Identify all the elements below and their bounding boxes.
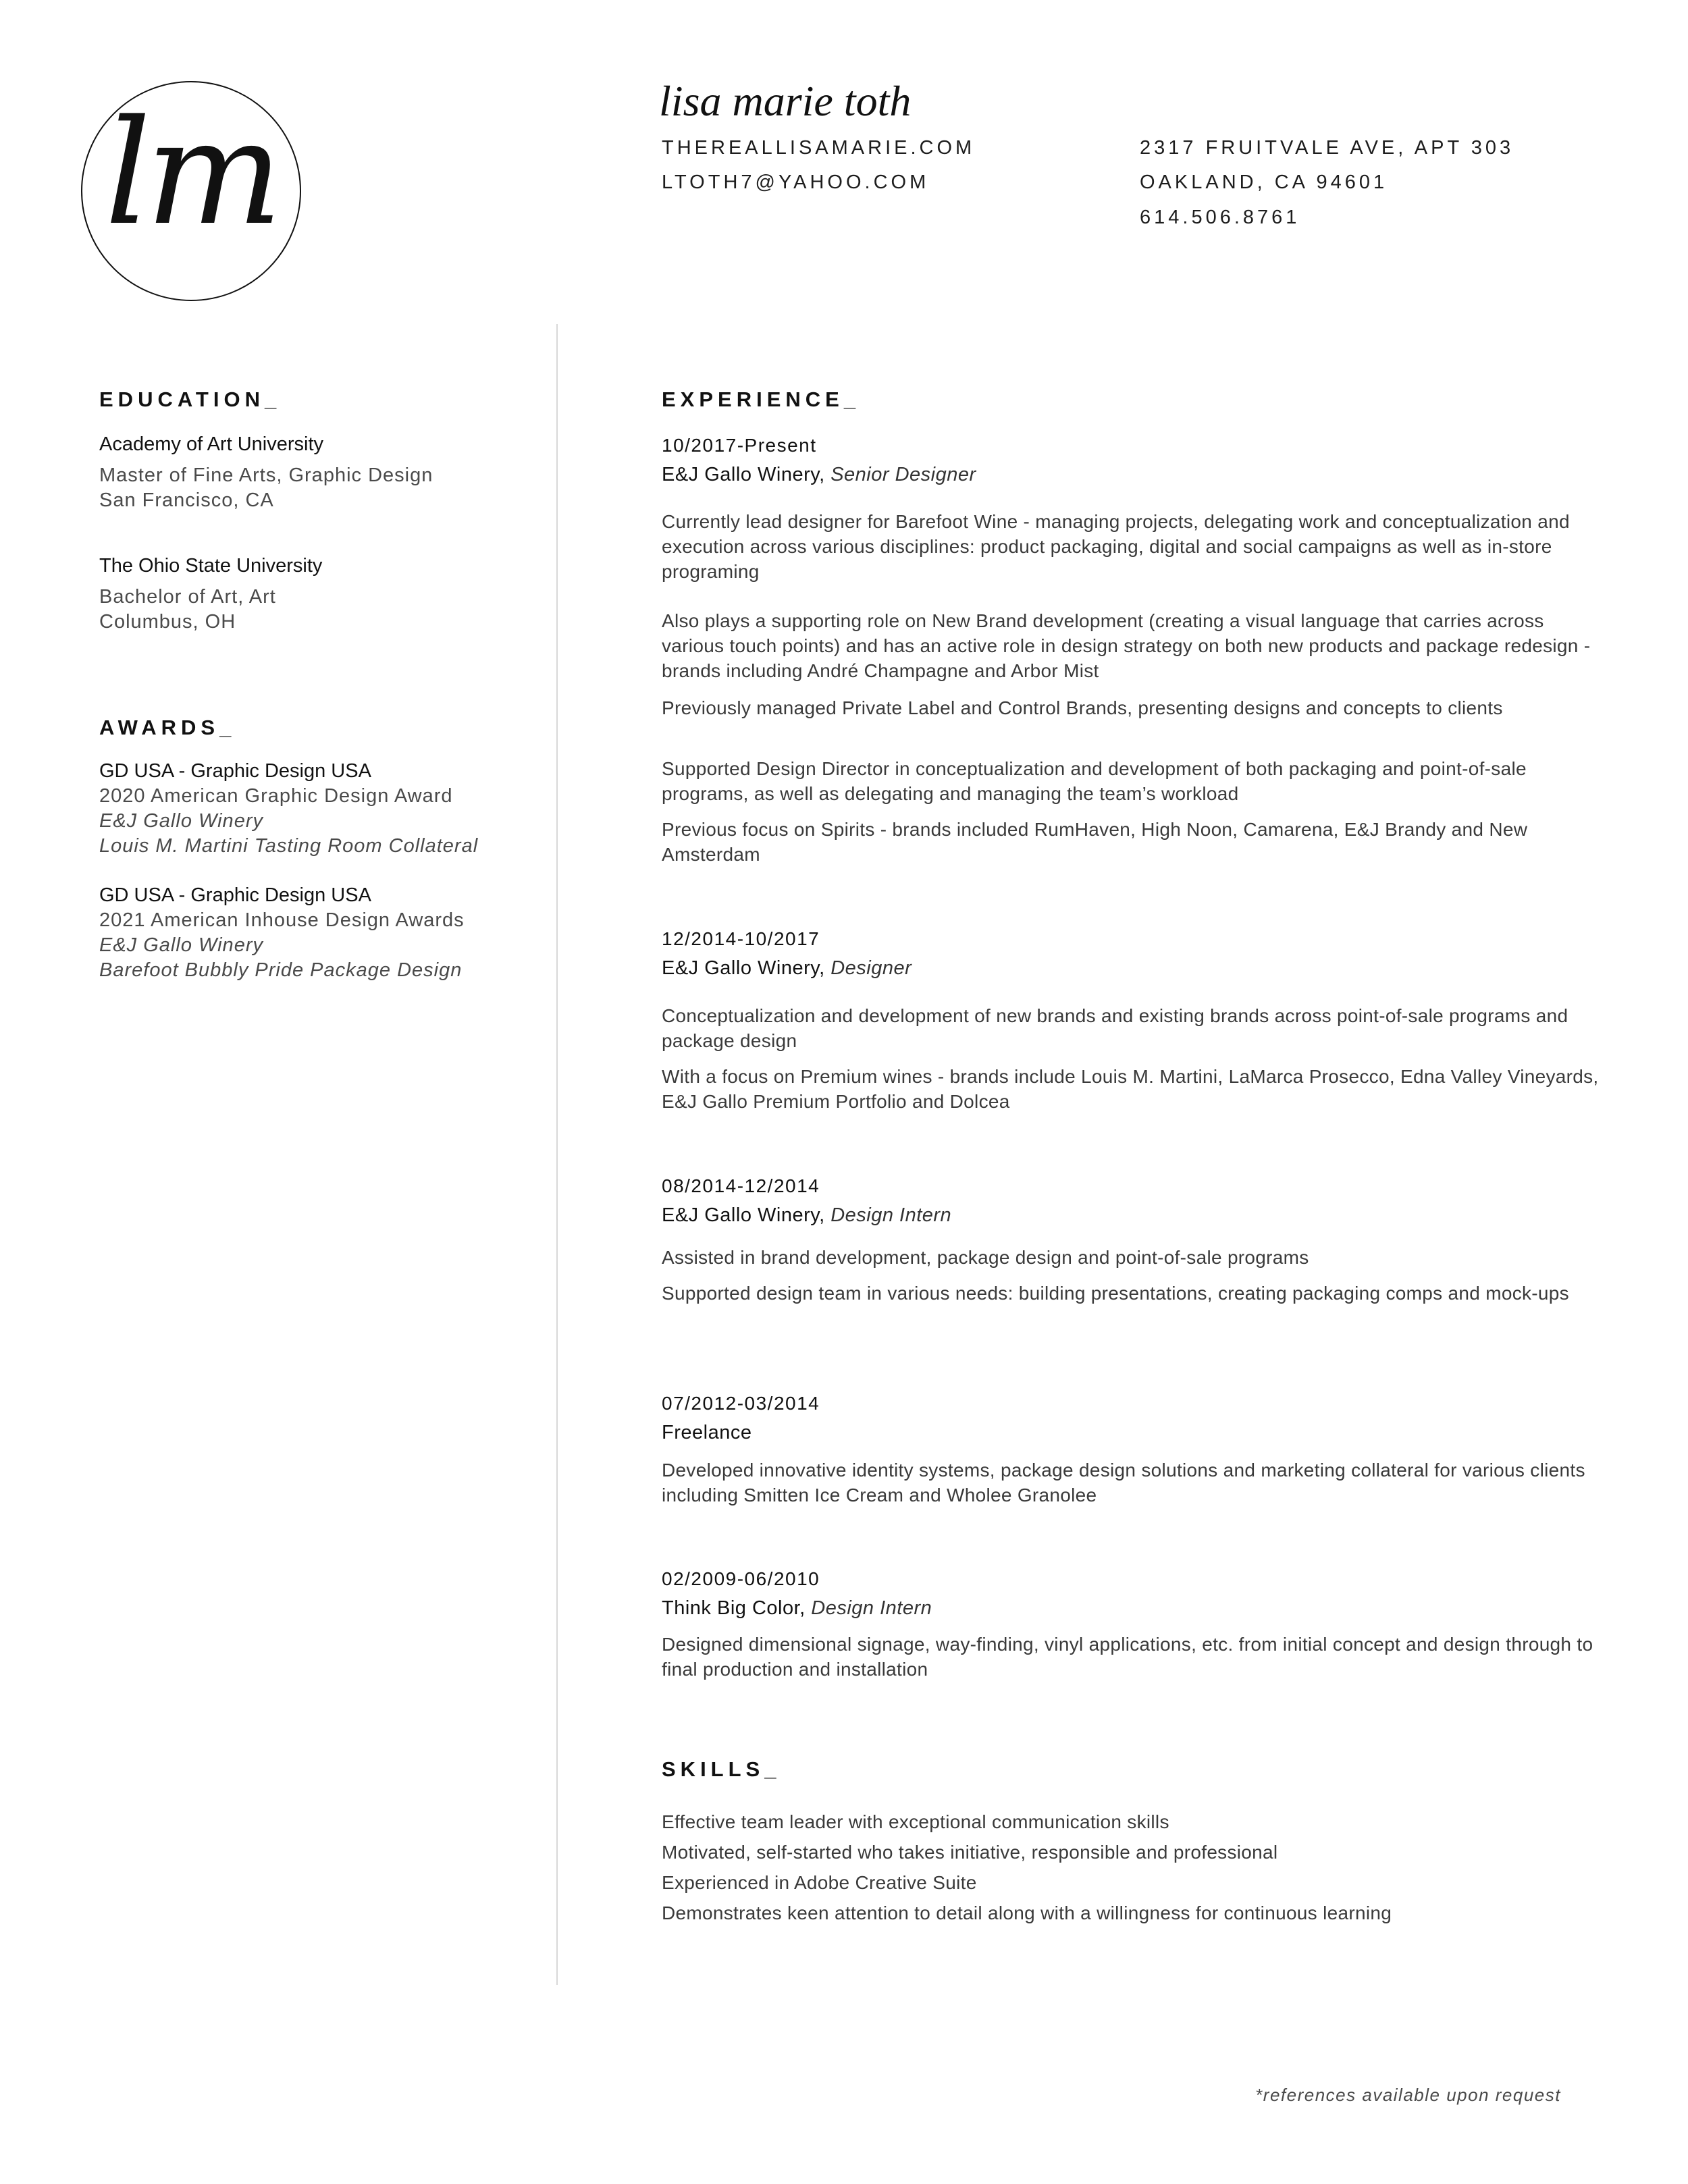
job-role — [662, 1595, 932, 1622]
school-name: Academy of Art University — [99, 433, 323, 455]
job-role — [662, 1202, 951, 1229]
awards-heading: AWARDS_ — [99, 716, 236, 739]
job-dates: 12/2014-10/2017 — [662, 928, 820, 949]
job-paragraph: Currently lead designer for Barefoot Wine - managing projects, delegating work and conceptualization and execution across various disciplines: product packaging, digital and social campaigns as well as in-store programing — [662, 511, 1570, 582]
award-name: 2021 American Inhouse Design Awards — [99, 909, 465, 931]
address-line-2: OAKLAND, CA 94601 — [1140, 171, 1388, 193]
job-company: Think Big Color, — [662, 1597, 806, 1619]
column-divider — [556, 324, 558, 1985]
job-paragraph: Supported design team in various needs: building presentations, creating packaging comps and mock-ups — [662, 1283, 1569, 1304]
award-item — [99, 759, 478, 859]
website-link[interactable]: THEREALLISAMARIE.COM — [662, 137, 976, 159]
job-entry — [662, 928, 912, 982]
award-item — [99, 883, 465, 983]
award-company: E&J Gallo Winery — [99, 934, 263, 956]
job-dates: 02/2009-06/2010 — [662, 1568, 820, 1589]
job-dates: 08/2014-12/2014 — [662, 1175, 820, 1196]
job-role — [662, 461, 976, 489]
job-paragraph: Also plays a supporting role on New Brand development (creating a visual language that carries across various touch points) and has an active role in design strategy on both new products and package redesign - brands including André Champagne and Arbor Mist — [662, 610, 1591, 681]
job-dates: 10/2017-Present — [662, 435, 817, 456]
job-company: Freelance — [662, 1421, 752, 1443]
skill-item: Motivated, self-started who takes initiative, responsible and professional — [662, 1842, 1278, 1863]
award-org: GD USA - Graphic Design USA — [99, 884, 371, 906]
job-entry — [662, 1392, 820, 1446]
job-role — [662, 1419, 820, 1447]
phone-number: 614.506.8761 — [1140, 207, 1300, 228]
degree: Master of Fine Arts, Graphic Design — [99, 464, 433, 486]
education-item — [99, 554, 322, 635]
job-paragraph: Previously managed Private Label and Control Brands, presenting designs and concepts to clients — [662, 697, 1503, 718]
award-project: Louis M. Martini Tasting Room Collateral — [99, 835, 479, 857]
skill-item: Experienced in Adobe Creative Suite — [662, 1872, 977, 1893]
award-company: E&J Gallo Winery — [99, 810, 263, 832]
skills-heading: SKILLS_ — [662, 1757, 781, 1781]
monogram-logo — [81, 81, 301, 301]
job-entry — [662, 1175, 951, 1229]
job-paragraph: Conceptualization and development of new brands and existing brands across point-of-sale programs and package design — [662, 1005, 1568, 1051]
skills-list — [662, 1807, 1392, 1928]
location: Columbus, OH — [99, 610, 236, 633]
monogram-text: lm — [105, 89, 278, 257]
job-paragraph: Designed dimensional signage, way-finding, vinyl applications, etc. from initial concept and design through to final production and installation — [662, 1634, 1593, 1680]
resume-name: lisa marie toth — [659, 77, 912, 125]
degree: Bachelor of Art, Art — [99, 585, 276, 608]
education-heading: EDUCATION_ — [99, 388, 282, 411]
job-company: E&J Gallo Winery, — [662, 957, 825, 979]
education-item — [99, 432, 433, 513]
job-paragraph: Assisted in brand development, package design and point-of-sale programs — [662, 1247, 1309, 1268]
job-title: Design Intern — [830, 1204, 952, 1226]
job-entry — [662, 434, 976, 488]
job-paragraph: Supported Design Director in conceptualization and development of both packaging and point-of-sale programs, as well as delegating and managing the team’s workload — [662, 758, 1527, 804]
skill-item: Effective team leader with exceptional communication skills — [662, 1811, 1169, 1832]
award-name: 2020 American Graphic Design Award — [99, 785, 453, 807]
job-role — [662, 955, 912, 982]
job-paragraph: Previous focus on Spirits - brands included RumHaven, High Noon, Camarena, E&J Brandy and New Amsterdam — [662, 819, 1528, 865]
job-company: E&J Gallo Winery, — [662, 463, 825, 485]
job-paragraph: Developed innovative identity systems, package design solutions and marketing collateral for various clients including Smitten Ice Cream and Wholee Granolee — [662, 1460, 1585, 1506]
job-company: E&J Gallo Winery, — [662, 1204, 825, 1226]
references-note: *references available upon request — [1255, 2085, 1561, 2105]
experience-heading: EXPERIENCE_ — [662, 388, 861, 411]
job-title: Senior Designer — [830, 463, 976, 485]
job-title: Designer — [830, 957, 912, 979]
job-dates: 07/2012-03/2014 — [662, 1393, 820, 1414]
job-title: Design Intern — [811, 1597, 932, 1619]
job-entry — [662, 1568, 932, 1622]
job-paragraph: With a focus on Premium wines - brands include Louis M. Martini, LaMarca Prosecco, Edna Valley Vineyards, E&J Gallo Premium Portfolio and Dolcea — [662, 1066, 1599, 1112]
skill-item: Demonstrates keen attention to detail along with a willingness for continuous learning — [662, 1902, 1392, 1923]
award-project: Barefoot Bubbly Pride Package Design — [99, 959, 463, 981]
address-line-1: 2317 FRUITVALE AVE, APT 303 — [1140, 137, 1514, 159]
location: San Francisco, CA — [99, 489, 274, 511]
award-org: GD USA - Graphic Design USA — [99, 760, 371, 782]
school-name: The Ohio State University — [99, 555, 323, 577]
email-link[interactable]: LTOTH7@YAHOO.COM — [662, 171, 930, 193]
